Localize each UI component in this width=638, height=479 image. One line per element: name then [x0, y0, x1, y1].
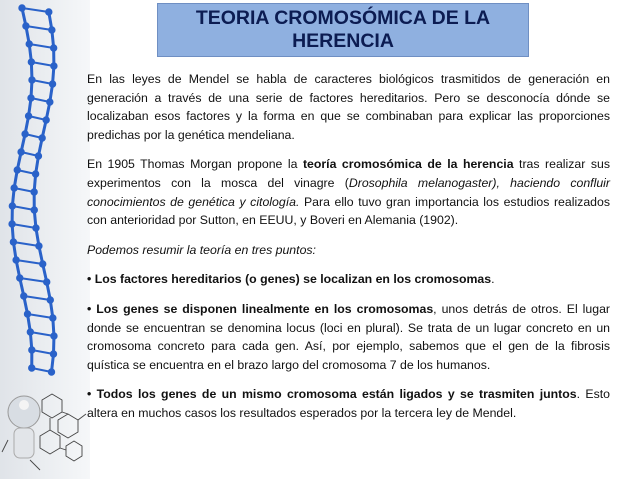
- point-2: [87, 300, 610, 374]
- dna-node: [28, 95, 34, 101]
- dna-node: [35, 153, 41, 159]
- dna-node: [10, 239, 16, 245]
- dna-node: [29, 77, 35, 83]
- dna-node: [49, 81, 55, 87]
- dna-ladder-icon: [0, 0, 90, 479]
- dna-node: [44, 279, 50, 285]
- point-3: [87, 385, 610, 422]
- paragraph-summary: [87, 241, 610, 260]
- text-span: Para ello tuvo gran importancia los estudios realizados con anterioridad por Sutton, en EEUU, y Boveri en Alemania (1902).: [87, 194, 610, 228]
- dna-node: [29, 347, 35, 353]
- dna-node: [46, 9, 52, 15]
- dna-node: [32, 171, 38, 177]
- bold-term: teoría cromosómica de la herencia: [302, 157, 514, 172]
- dna-node: [36, 243, 42, 249]
- dna-node: [9, 221, 15, 227]
- paragraph-intro: En las leyes de Mendel se habla de caracteres biológicos trasmitidos de generación en generación a través de una serie de factores hereditarios. Pero se desconocía dónde se localizaban esos factores y la forma en que se combinaban para explicar las proporciones predichas por la genética mendeliana.: [87, 72, 610, 142]
- page-title-line2: HERENCIA: [292, 30, 394, 52]
- italic-text: Podemos resumir la teoría en tres puntos:: [87, 242, 316, 257]
- bold-point: • Los factores hereditarios (o genes) se localizan en los cromosomas: [87, 272, 492, 287]
- dna-node: [51, 63, 57, 69]
- title-box: [157, 3, 529, 57]
- dna-node: [13, 257, 19, 263]
- dna-node: [25, 113, 31, 119]
- dna-node: [22, 131, 28, 137]
- dna-node: [50, 315, 56, 321]
- text-span: , unos detrás de otros. El lugar donde se encuentran se denomina locus (loci en plural). Se trata de un lugar concreto en un cromosoma concreto para cada gen. Así, por ejemplo, sabemos que el gen de la fibrosis quística se encuentra en el brazo largo del cromosoma 7 de los humanos.: [87, 301, 611, 372]
- dna-node: [43, 117, 49, 123]
- dna-node: [24, 311, 30, 317]
- text-span: En 1905 Thomas Morgan propone la: [87, 157, 303, 172]
- page-title-line1: TEORIA CROMOSÓMICA DE LA: [195, 7, 491, 29]
- text-span: . Esto altera en muchos casos los resultados esperados por la tercera ley de Mendel.: [87, 387, 610, 420]
- dna-node: [47, 99, 53, 105]
- dna-node: [31, 207, 37, 213]
- point-1: [87, 270, 610, 289]
- dna-node: [28, 59, 34, 65]
- dna-node: [50, 351, 56, 357]
- dna-node: [48, 369, 54, 375]
- text-span: .: [491, 272, 495, 287]
- dna-node: [50, 45, 56, 51]
- text-span: tras realizar sus experimentos con la mosca del vinagre (: [87, 157, 610, 190]
- main-content: [87, 70, 610, 434]
- dna-node: [9, 203, 15, 209]
- dna-node: [51, 333, 57, 339]
- dna-node: [18, 149, 24, 155]
- dna-node: [47, 297, 53, 303]
- dna-node: [40, 261, 46, 267]
- dna-node: [17, 275, 23, 281]
- bold-point: • Los genes se disponen linealmente en los cromosomas: [87, 301, 434, 316]
- dna-node: [11, 185, 17, 191]
- dna-node: [19, 5, 25, 11]
- dna-node: [23, 23, 29, 29]
- italic-term: Drosophila melanogaster), haciendo confluir conocimientos de genética y citología.: [87, 175, 610, 209]
- dna-node: [39, 135, 45, 141]
- paragraph-morgan: [87, 155, 610, 229]
- dna-node: [14, 167, 20, 173]
- dna-node: [29, 365, 35, 371]
- dna-node: [27, 329, 33, 335]
- bold-point: • Todos los genes de un mismo cromosoma están ligados y se trasmiten juntos: [87, 387, 577, 402]
- dna-node: [33, 225, 39, 231]
- dna-node: [49, 27, 55, 33]
- dna-node: [21, 293, 27, 299]
- dna-node: [26, 41, 32, 47]
- dna-node: [31, 189, 37, 195]
